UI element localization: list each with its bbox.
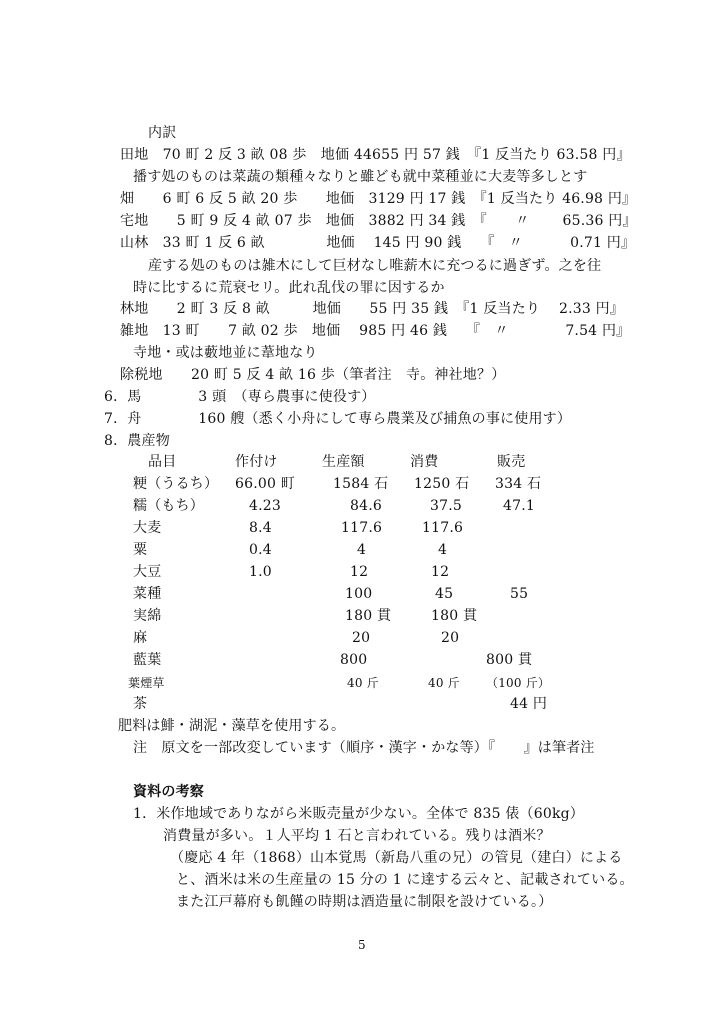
land-misc: 雑地 13 町 7 畝 02 歩 地価 985 円 46 銭 『 〃 7.54 円』 <box>120 323 631 339</box>
crop-cell-name: 粟 <box>133 542 148 558</box>
crop-header-sales: 販売 <box>497 454 526 470</box>
crop-cell-production: 4 <box>357 542 367 558</box>
land-rice-paddy: 田地 70 町 2 反 3 畝 08 歩 地価 44655 円 57 銭 『1 反当たり 63.58 円』 <box>120 147 631 163</box>
crop-cell-production: 20 <box>352 630 371 646</box>
crop-cell-consumption: 12 <box>431 564 450 580</box>
land-mountain-note-2: 時に比するに荒衰セリ。此れ乱伐の罪に因するか <box>133 280 445 296</box>
crop-cell-consumption: 117.6 <box>422 520 464 536</box>
consideration-point1-line1: 1．米作地域でありながら米販売量が少ない。全体で 835 俵（60kg） <box>133 806 584 822</box>
fertilizer-text: 肥料は鯡・湖泥・藻草を使用する。 <box>118 718 346 734</box>
crop-cell-sales: 44 円 <box>510 696 548 712</box>
crop-cell-consumption: 1250 石 <box>414 476 470 492</box>
crop-cell-name: 実綿 <box>133 608 162 624</box>
crop-cell-production: 800 <box>340 652 368 668</box>
crop-cell-production: 84.6 <box>350 498 382 514</box>
crop-cell-name: 菜種 <box>133 586 162 602</box>
crop-cell-planted: 1.0 <box>249 564 272 580</box>
crop-cell-sales: 334 石 <box>495 476 542 492</box>
crop-cell-name: 糯（もち） <box>133 498 204 514</box>
land-rice-paddy-note: 播す処のものは菜蔬の類種々なりと雖ども就中菜種並に大麦等多しとす <box>133 169 588 185</box>
author-note: 注 原文を一部改変しています（順序・漢字・かな等）『 』は筆者注 <box>133 740 595 756</box>
crop-cell-planted: 8.4 <box>249 520 272 536</box>
crop-cell-name: 粳（うるち） <box>133 476 219 492</box>
crop-cell-production: 12 <box>350 564 369 580</box>
crop-cell-name: 葉煙草 <box>128 676 165 690</box>
land-misc-note: 寺地・或は藪地並に葦地なり <box>133 345 318 361</box>
land-residential: 宅地 5 町 9 反 4 畝 07 歩 地価 3882 円 34 銭 『 〃 65.36 円』 <box>120 213 637 229</box>
crop-cell-consumption: 40 斤 <box>428 676 460 690</box>
item-boat: 7．舟 160 艘（悉く小舟にして専ら農業及び捕魚の事に使用す） <box>104 411 572 427</box>
land-forest: 林地 2 町 3 反 8 畝 地価 55 円 35 銭 『1 反当たり 2.33 円』 <box>120 301 624 317</box>
crop-cell-sales: 55 <box>510 586 529 602</box>
consideration-point1-line3: （慶応 4 年（1868）山本覚馬（新島八重の兄）の管見（建白）による <box>170 850 623 866</box>
page-number: 5 <box>358 938 366 952</box>
crop-cell-planted: 0.4 <box>249 542 272 558</box>
crop-cell-production: 117.6 <box>341 520 383 536</box>
crop-header-item: 品目 <box>148 454 177 470</box>
consideration-point1-line2: 消費量が多い。１人平均 1 石と言われている。残りは酒米？ <box>163 828 551 844</box>
crop-cell-consumption: 180 貫 <box>431 608 478 624</box>
crop-cell-planted: 66.00 町 <box>235 476 295 492</box>
item-horse: 6．馬 3 頭 （専ら農事に使役す） <box>104 389 376 405</box>
item-crops-heading: 8．農産物 <box>104 433 170 449</box>
crop-cell-sales: 47.1 <box>503 498 535 514</box>
crop-cell-consumption: 4 <box>438 542 448 558</box>
crop-cell-name: 麻 <box>133 630 148 646</box>
land-field: 畑 6 町 6 反 5 畝 20 歩 地価 3129 円 17 銭 『1 反当たり 46.98 円』 <box>120 191 637 207</box>
crop-cell-consumption: 20 <box>441 630 460 646</box>
crop-cell-production: 100 <box>345 586 373 602</box>
crop-cell-name: 茶 <box>133 696 148 712</box>
crop-cell-name: 大麦 <box>133 520 162 536</box>
crop-cell-production: 40 斤 <box>347 676 379 690</box>
crop-cell-sales: 800 貫 <box>486 652 533 668</box>
uchiwake-heading: 内訳 <box>148 125 177 141</box>
crop-header-consumption: 消費 <box>410 454 439 470</box>
crop-cell-consumption: 45 <box>435 586 454 602</box>
crop-cell-planted: 4.23 <box>249 498 281 514</box>
land-exempt: 除税地 20 町 5 反 4 畝 16 歩（筆者注 寺。神社地？） <box>120 367 506 383</box>
crop-cell-sales: （100 斤） <box>486 676 551 690</box>
crop-cell-name: 藍葉 <box>133 652 162 668</box>
land-mountain-note-1: 産する処のものは雑木にして巨材なし唯薪木に充つるに過ぎず。之を往 <box>148 258 602 274</box>
crop-cell-name: 大豆 <box>133 564 162 580</box>
crop-header-production: 生産額 <box>322 454 365 470</box>
land-mountain: 山林 33 町 1 反 6 畝 地価 145 円 90 銭 『 〃 0.71 円』 <box>120 235 636 251</box>
crop-cell-consumption: 37.5 <box>430 498 462 514</box>
consideration-heading: 資料の考察 <box>133 784 204 800</box>
consideration-point1-line5: また江戸幕府も飢饉の時期は酒造量に制限を設けている。） <box>176 894 553 910</box>
crop-cell-production: 1584 石 <box>333 476 389 492</box>
consideration-point1-line4: と、酒米は米の生産量の 15 分の 1 に達する云々と、記載されている。 <box>176 872 634 888</box>
crop-cell-production: 180 貫 <box>345 608 392 624</box>
crop-header-planted: 作付け <box>235 454 278 470</box>
